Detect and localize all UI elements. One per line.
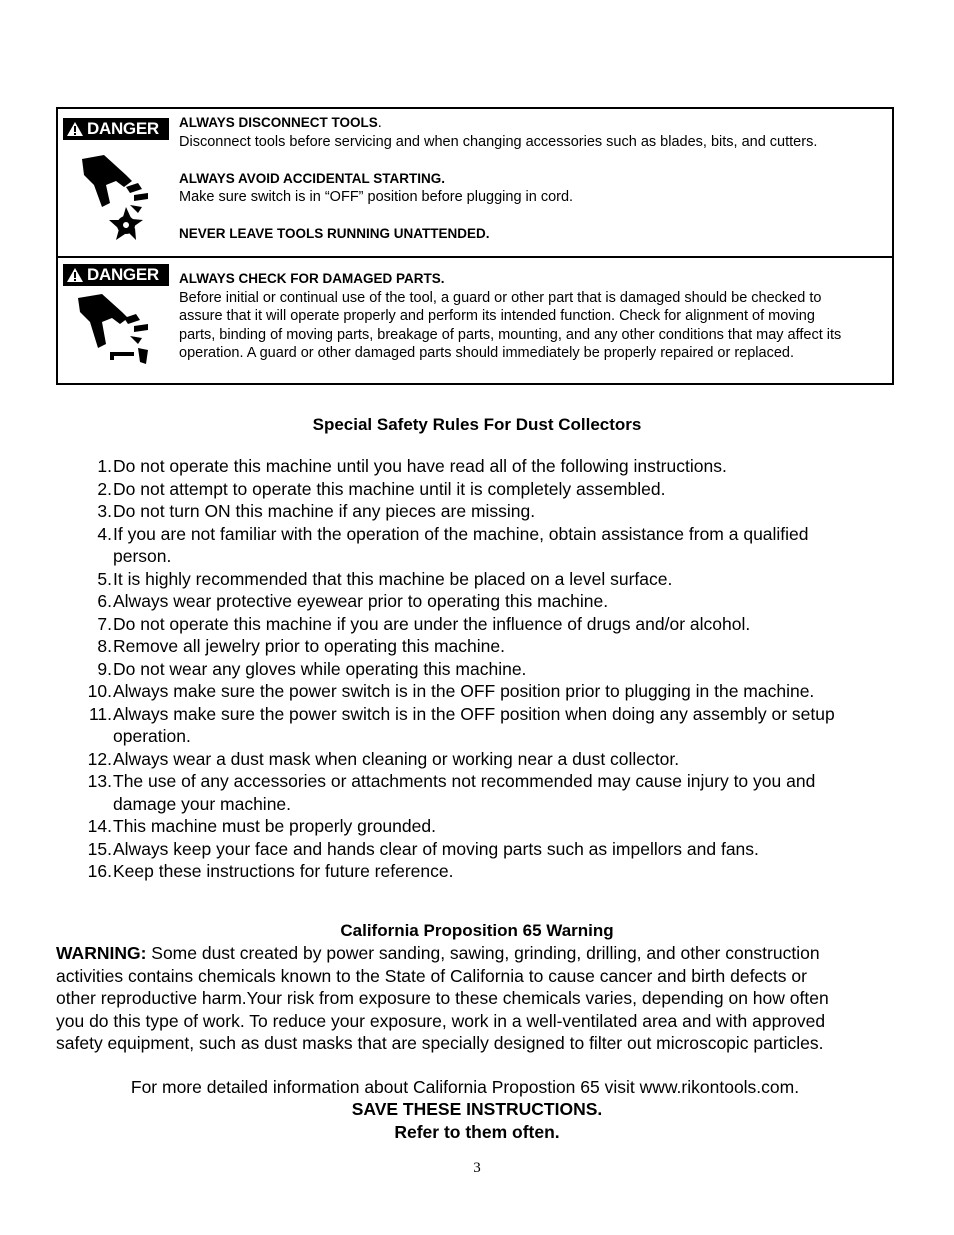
danger-row-damaged-parts — [58, 256, 892, 385]
danger-body: assure that it will operate properly and perform its intended function. Check for alignment of moving — [179, 308, 815, 324]
special-rules-list — [80, 455, 900, 883]
danger-text-disconnect — [179, 114, 888, 244]
danger-badge: DANGER — [63, 264, 169, 286]
list-item: 13. The use of any accessories or attachments not recommended may cause injury to you and — [87, 771, 816, 791]
warning-triangle-icon — [66, 267, 84, 283]
list-item: 2. Do not attempt to operate this machine until it is completely assembled. — [97, 478, 666, 499]
danger-text-damaged-parts — [179, 270, 888, 363]
danger-body: Before initial or continual use of the tool, a guard or other part that is damaged should be checked to — [179, 289, 822, 306]
refer-instructions: Refer to them often. — [394, 1122, 560, 1142]
prop65-title: California Proposition 65 Warning — [340, 921, 614, 940]
list-item: 12. Always wear a dust mask when cleaning or working near a dust collector. — [87, 748, 680, 769]
list-item: 16. Keep these instructions for future reference. — [87, 861, 454, 881]
danger-heading: NEVER LEAVE TOOLS RUNNING UNATTENDED. — [179, 226, 490, 241]
danger-heading: ALWAYS CHECK FOR DAMAGED PARTS. — [179, 271, 445, 286]
warning-label: WARNING: — [56, 943, 147, 963]
list-item: 15. Always keep your face and hands clear of moving parts such as impellors and fans. — [87, 838, 759, 859]
hand-blade-icon — [76, 151, 156, 246]
list-item: 7. Do not operate this machine if you are under the influence of drugs and/or alcohol. — [97, 613, 751, 634]
danger-heading: ALWAYS AVOID ACCIDENTAL STARTING. — [179, 170, 446, 186]
special-rules-title: Special Safety Rules For Dust Collectors — [312, 415, 642, 434]
danger-heading: ALWAYS DISCONNECT TOOLS. — [179, 115, 382, 131]
list-item: 4. If you are not familiar with the operation of the machine, obtain assistance from a qualified — [97, 523, 809, 544]
list-item: 9. Do not wear any gloves while operating this machine. — [97, 658, 527, 679]
prop65-warning-text: WARNING: Some dust created by power sanding, sawing, grinding, drilling, and other construction activities contains chemicals known to the State of California to cause cancer and birth defects or other reproductive harm.Your risk from exposure to these chemicals varies, depending on how often you do this type of work. To reduce your exposure, work in a well-ventilated area and with approved safety equipment, such as dust masks that are specially designed to filter out microscopic particles. — [56, 943, 829, 1053]
list-item: 1. Do not operate this machine until you have read all of the following instructions. — [97, 456, 727, 476]
danger-badge: DANGER — [63, 118, 169, 140]
list-item-continuation: person. — [113, 546, 172, 566]
page-number: 3 — [473, 1160, 481, 1176]
danger-body: Disconnect tools before servicing and when changing accessories such as blades, bits, and cutters. — [179, 133, 818, 150]
warning-triangle-icon — [66, 121, 84, 137]
prop65-info-line: For more detailed information about California Propostion 65 visit www.rikontools.com. — [130, 1077, 800, 1097]
list-item: 14. This machine must be properly grounded. — [87, 816, 436, 836]
danger-warning-box — [56, 107, 894, 385]
list-item: 3. Do not turn ON this machine if any pieces are missing. — [97, 501, 536, 521]
list-item-continuation: operation. — [113, 726, 191, 746]
danger-body: parts, binding of moving parts, breakage of parts, mounting, and any other conditions that may affect its — [179, 326, 842, 343]
hand-damaged-part-icon — [76, 292, 156, 368]
danger-row-disconnect — [58, 109, 892, 258]
list-item: 11. Always make sure the power switch is in the OFF position when doing any assembly or setup — [88, 703, 835, 724]
list-item: 10. Always make sure the power switch is in the OFF position prior to plugging in the machine. — [87, 681, 815, 701]
danger-body: Make sure switch is in “OFF” position before plugging in cord. — [179, 189, 574, 205]
list-item-continuation: damage your machine. — [113, 793, 292, 814]
list-item: 6. Always wear protective eyewear prior to operating this machine. — [97, 591, 609, 611]
list-item: 8. Remove all jewelry prior to operating this machine. — [97, 636, 505, 656]
danger-body: operation. A guard or other damaged parts should immediately be properly repaired or replaced. — [179, 345, 795, 361]
save-instructions: SAVE THESE INSTRUCTIONS. — [351, 1099, 603, 1119]
list-item: 5. It is highly recommended that this machine be placed on a level surface. — [97, 568, 673, 589]
